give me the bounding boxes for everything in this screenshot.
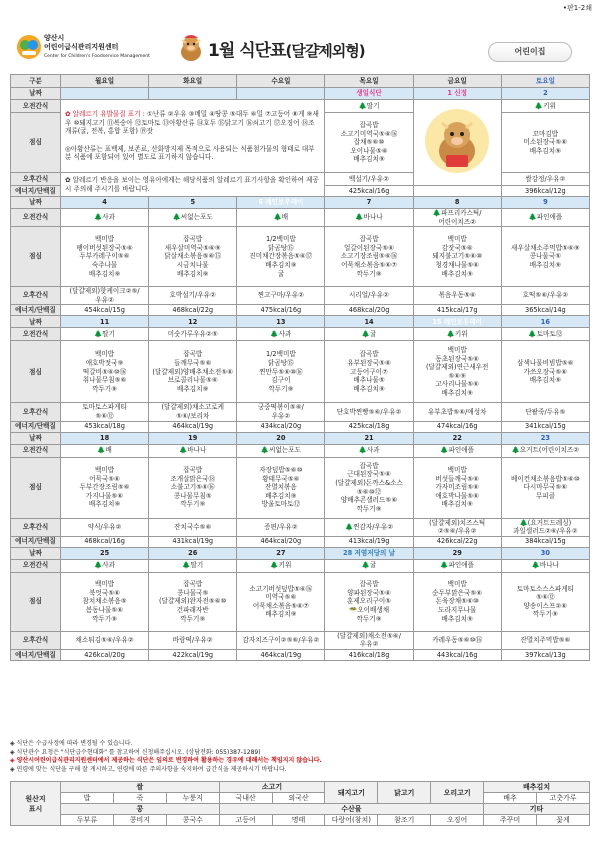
notes [10,740,590,774]
date-cell: 15 레인보우데이 [413,316,501,328]
menu-cell: 호박설기/우유② [149,287,237,305]
menu-cell: 토마토소스스파게티 ⑤⑥⑫ 양송이스프②⑥ 깍두기⑨ [501,572,589,631]
origin-r2: 콩국수 [166,815,219,826]
energy-cell: 384kcal/15g [501,536,589,547]
energy-cell: 422kcal/19g [149,649,237,660]
week5-pm-row [11,631,590,649]
am-label: 오전간식 [11,328,61,341]
origin-r2: 두부류 [61,815,114,826]
allergy-pm-note: ✿ 알레르기 반응을 보이는 영유아에게는 해당식품의 알레르기 표기사항을 확인하여 제공 시 주의해 주시기를 바랍니다. [61,173,325,197]
week1-pm-row [11,173,590,186]
day-tue: 화요일 [149,75,237,88]
menu-cell: 궁중떡볶이⑤⑥/ 우유② [237,403,325,421]
menu-cell: 토마토스파게티 ⑤⑥⑫ [61,403,149,421]
energy-label: 에너지/단백질 [11,649,61,660]
origin-etc: 기타 [484,804,590,815]
menu-cell: 찐고구마/우유② [237,287,325,305]
menu-cell: 단팥죽/두유⑤ [501,403,589,421]
energy-cell: 464kcal/20g [237,536,325,547]
date-label: 날짜 [11,316,61,328]
menu-cell: 🌲파인애플 [413,444,501,457]
week3-am-row [11,328,590,341]
origin-duck: 오리고기 [431,782,484,804]
menu-cell: 쌀강정/우유② [501,173,589,186]
audience-tag: 어린이집 [488,42,572,62]
date-cell: 2 [501,88,589,100]
energy-cell: 397kcal/13g [501,649,589,660]
menu-cell: 채소튀김⑤⑥/우유② [61,631,149,649]
energy-cell: 415kcal/17g [413,305,501,316]
new-year-image [413,100,501,186]
am-label: 오전간식 [11,559,61,572]
date-cell: 12 [149,316,237,328]
week4-date-row [11,432,590,444]
date-label: 날짜 [11,197,61,209]
note-item: ◈ 양산시어린이급식관리지원센터에서 제공하는 식단은 임의로 변경하여 활용하는 경우에 대해서는 책임지지 않습니다. [10,757,322,764]
menu-cell: 잡곡밥 콩나물국⑤ (달걀제외)완자전⑤⑥⑩ 건파래자반 깍두기⑨ [149,572,237,631]
pm-label: 오후간식 [11,403,61,421]
energy-cell: 464kcal/19g [237,649,325,660]
date-cell: 30 [501,547,589,559]
menu-cell: (달걀제외)채소고로케 ⑤⑥/보리차 [149,403,237,421]
menu-cell: 잡곡밥 소고기미역국⑤⑥⑯ 잡채⑤⑥⑩ 오이나물⑤⑥ 배추김치⑨ [325,113,413,173]
origin-rice: 쌀 [61,782,220,793]
org-line1: 양산시 [44,34,65,42]
menu-cell: 🌲사과 [61,209,149,227]
date-cell: 26 [149,547,237,559]
date-cell: 1 신정 [413,88,501,100]
menu-cell: 바람떡/우유② [149,631,237,649]
origin-r1: 밥 [61,793,114,804]
menu-cell: 🌲씨없는포도 [149,209,237,227]
origin-seafood: 수산물 [219,804,483,815]
menu-cell: 감자치즈구이②⑤⑥/우유② [237,631,325,649]
energy-cell: 365kcal/14g [501,305,589,316]
date-cell [61,88,149,100]
menu-cell: 잔멸치주먹밥⑤⑥ [501,631,589,649]
date-cell: 14 [325,316,413,328]
energy-cell: 341kcal/15g [501,421,589,432]
menu-cell: 🌲배 [61,444,149,457]
origin-chicken: 닭고기 [378,782,431,804]
title-sub: (달걀제외형) [285,42,365,60]
date-cell: 4 [61,197,149,209]
date-cell: 8 [413,197,501,209]
menu-cell: 🌲바나나 [325,209,413,227]
pm-label: 오후간식 [11,518,61,536]
menu-cell: 잡곡밥 얼갈이된장국⑤⑥ 소고기장조림⑤⑥⑯ 어묵채소볶음⑤⑥⑦ 깍두기⑨ [325,227,413,287]
date-cell: 18 [61,432,149,444]
origin-r2: 명태 [272,815,325,826]
menu-cell: (달걀제외)치즈스틱 ②⑤⑥/우유② [413,518,501,536]
energy-cell: 443kcal/16g [413,649,501,660]
menu-cell: 백미밥 북엇국⑤⑥ 참치채소볶음⑤ 봄동나물⑤⑥ 깍두기⑨ [61,572,149,631]
ox-mascot-icon [178,34,204,62]
allergy-note-text2: ◎아황산류는 표백제, 보존료, 산화방지제 목적으로 사용되는 식품첨가물의 형태로 대부분 식품에 포함되어 있어 별도로 표기하지 않습니다. [65,144,315,162]
org-line2: 어린이급식관리지원센터 [44,43,119,51]
menu-cell: 백미밥 어묵국⑤⑥ 두부간장조림⑤⑥ 가지나물⑤⑥ 배추김치⑨ [61,457,149,518]
date-cell: 11 [61,316,149,328]
menu-cell: 🌲키위 [413,328,501,341]
allergy-note [61,100,325,173]
energy-cell: 425kcal/16g [325,186,413,197]
menu-cell: 잡곡밥 양파된장국⑤⑥ 훈제오리구이⑤ 🥗오이배생채 깍두기⑨ [325,572,413,631]
menu-cell: 🌲사과 [61,559,149,572]
week1-date-row [11,88,590,100]
date-cell [149,88,237,100]
menu-cell: 증편/우유② [237,518,325,536]
title-month: 1월 [208,41,235,61]
lunch-label: 점심 [11,341,61,403]
lunch-label: 점심 [11,457,61,518]
date-cell: 9 [501,197,589,209]
week4-energy-row [11,536,590,547]
energy-label: 에너지/단백질 [11,421,61,432]
origin-r2: 참조기 [378,815,431,826]
energy-cell: 413kcal/19g [325,536,413,547]
week3-lunch-row [11,341,590,403]
menu-cell: 🌲귤 [325,328,413,341]
menu-cell: 🌲찐감자/우유② [325,518,413,536]
menu-cell: 🌲사과 [237,328,325,341]
week4-pm-row [11,518,590,536]
allergy-note-text: ①난류 ②우유 ③메밀 ④땅콩 ⑤대두 ⑥밀 ⑦고등어 ⑧게 ⑨새우 ⑩돼지고기 ⑪복숭아 ⑫토마토 ⑬아황산류 ⑭호두 ⑮닭고기 ⑯쇠고기 ⑰오징어 ⑱조개류(굴, 전복, 홍합 포함) ⑲잣 [65,110,319,136]
date-label: 날짜 [11,432,61,444]
date-cell: 28 저염저당의 날 [325,547,413,559]
week5-lunch-row [11,572,590,631]
origin-r1: 배추 [484,793,537,804]
pm-label: 오후간식 [11,287,61,305]
day-sat: 토요일 [501,75,589,88]
menu-cell: 1/2백미밥 닭곰탕⑮ 찐만두⑤⑥⑩⑯ 김구이 깍두기⑨ [237,341,325,403]
new-year-ox-icon [422,105,492,177]
origin-bean: 콩 [61,804,220,815]
week3-energy-row [11,421,590,432]
menu-cell: 🌲토마토⑫ [501,328,589,341]
menu-table [10,74,590,661]
energy-cell: 426kcal/22g [413,536,501,547]
day-thu: 목요일 [325,75,413,88]
menu-cell: 🌲바나나 [501,559,589,572]
week1-am-row [11,100,590,113]
origin-r1: 누룽지 [166,793,219,804]
week2-date-row [11,197,590,209]
date-cell [237,88,325,100]
menu-cell: 잡곡밥 근대된장국⑤⑥ (달걀제외)돈까스&소스 ⑤⑥⑩⑫ 양배추콘샐러드⑤⑥ 깍두기⑨ [325,457,413,518]
org-english: Center for Children's Foodservice Management [44,54,150,59]
menu-cell: 🌲키위 [237,559,325,572]
menu-cell: 🌲파프리카스틱/ 어린이치즈② [413,209,501,227]
am-label: 오전간식 [11,100,61,113]
energy-cell: 468kcal/20g [325,305,413,316]
menu-cell: 잡곡밥 새우살미역국⑤⑥⑨ 닭살채소볶음⑤⑥⑮ 시금치나물 배추김치⑨ [149,227,237,287]
menu-cell: 잔치국수⑤⑥ [149,518,237,536]
pm-label: 오후간식 [11,631,61,649]
energy-cell: 453kcal/18g [61,421,149,432]
menu-cell: 삼색나물비빔밥⑤⑥ 가쓰오장국⑤⑥ 배추김치⑨ [501,341,589,403]
week3-date-row [11,316,590,328]
menu-cell: 백미밥 감잣국⑤⑥ 돼지불고기⑤⑥⑩ 청경채나물⑤⑥ 배추김치⑨ [413,227,501,287]
day-mon: 월요일 [61,75,149,88]
menu-cell: 🌲파인애플 [413,559,501,572]
energy-cell: 396kcal/12g [501,186,589,197]
origin-r2: 주꾸미 [484,815,537,826]
week5-date-row [11,547,590,559]
menu-cell: 시리얼/우유② [325,287,413,305]
date-cell: 6 레인보우데이 [237,197,325,209]
menu-cell: 유부초밥⑤⑥/애성차 [413,403,501,421]
menu-cell: 🌲(요거트드레싱) 과일샐러드②⑥/우유② [501,518,589,536]
page-title [208,36,365,61]
date-cell: 19 [149,432,237,444]
am-label: 오전간식 [11,444,61,457]
menu-cell: 🌲딸기 [61,328,149,341]
energy-cell: 431kcal/19g [149,536,237,547]
page-number: •판1-2쇄 [562,4,592,12]
menu-cell: 🌲사과 [325,444,413,457]
week2-lunch-row [11,227,590,287]
week2-am-row [11,209,590,227]
date-cell: 27 [237,547,325,559]
week4-lunch-row [11,457,590,518]
menu-cell: 약식/우유② [61,518,149,536]
menu-cell: 🌲딸기 [325,100,413,113]
center-logo-icon [16,34,42,60]
date-cell: 13 [237,316,325,328]
header [10,30,590,70]
origin-pork: 돼지고기 [325,782,378,804]
menu-cell: 백미밥 순두부맑은국⑤⑥ 돈육장채⑤⑥⑩ 도라지무나물 배추김치⑨ [413,572,501,631]
menu-cell: 🌲딸기 [149,559,237,572]
menu-cell: 호떡⑤⑥/우유② [501,287,589,305]
menu-cell: 🌲바나나 [149,444,237,457]
pm-label: 오후간식 [11,173,61,186]
energy-cell: 464kcal/19g [149,421,237,432]
menu-cell: 베이컨채소볶음밥⑤⑥⑩ 다시마무국⑤⑥ 무피클 [501,457,589,518]
date-cell: 23 [501,432,589,444]
energy-label: 에너지/단백질 [11,305,61,316]
energy-cell: 468kcal/16g [61,536,149,547]
energy-cell: 454kcal/15g [61,305,149,316]
origin-r2: 다랑어(참치) [325,815,378,826]
week5-am-row [11,559,590,572]
energy-cell: 434kcal/20g [237,421,325,432]
origin-r1: 죽 [113,793,166,804]
menu-cell: 카레우동⑤⑥⑩⑯ [413,631,501,649]
week2-pm-row [11,287,590,305]
day-wed: 수요일 [237,75,325,88]
date-cell: 생일식단 [325,88,413,100]
menu-cell: 백미밥 버섯들깨국⑤⑥ 가자미조림⑤⑥ 애호박나물⑤⑥ 배추김치⑨ [413,457,501,518]
menu-cell: 볶음우동⑤⑥ [413,287,501,305]
day-fri: 금요일 [413,75,501,88]
week2-energy-row [11,305,590,316]
days-row [11,75,590,88]
energy-cell: 475kcal/16g [237,305,325,316]
origin-label: 원산지 표시 [11,782,61,826]
date-cell: 20 [237,432,325,444]
title-main: 식단표 [239,41,286,61]
note-item: ◈ 연령에 맞는 식단을 구해 잘 게시하고, 연령에 따른 주의사항을 숙지하여 급간식을 제공하시기 바랍니다. [10,765,287,773]
date-cell: 29 [413,547,501,559]
origin-beef: 소고기 [219,782,325,793]
lunch-label: 점심 [11,572,61,631]
date-label: 날짜 [11,547,61,559]
menu-cell: 🌲귤 [325,559,413,572]
origin-r1: 국내산 [219,793,272,804]
menu-cell: 백미밥 팽이버섯된장국⑤⑥ 두부카레구이⑤⑥ 숙주나물 배추김치⑨ [61,227,149,287]
am-label: 오전간식 [11,209,61,227]
menu-cell: 1/2백미밥 닭곰탕⑮ 진미채간장볶음⑤⑥⑰ 배추김치⑨ 귤 [237,227,325,287]
menu-cell: (달걀제외)핫케이크②⑤/ 우유② [61,287,149,305]
date-cell: 21 [325,432,413,444]
menu-cell: 미숫가루우유②⑤ [149,328,237,341]
origin-r1: 고춧가루 [537,793,590,804]
energy-cell: 416kcal/18g [325,649,413,660]
origin-r1: 외국산 [272,793,325,804]
note-item: ◈ 식단관수 요청은 "식단급수현대화" 를 참고하여 신청해주십시오. (상담전화: 055)387-1289) [10,748,261,756]
origin-kimchi: 배추김치 [484,782,590,793]
energy-cell: 474kcal/16g [413,421,501,432]
menu-cell: 잡곡밥 조개살맑은국⑱ 소불고기⑤⑥⑯ 콩나물무침⑤ 깍두기⑨ [149,457,237,518]
menu-cell: 소고기버섯덮밥⑤⑥⑯ 미역국⑤⑥ 어묵채소볶음⑤⑥⑦ 배추김치⑨ [237,572,325,631]
energy-label: 에너지/단백질 [11,186,61,197]
col-label: 구분 [11,75,61,88]
date-cell: 25 [61,547,149,559]
origin-r2: 고등어 [219,815,272,826]
menu-cell: 백설기/우유② [325,173,413,186]
week5-energy-row [11,649,590,660]
organization-name [44,34,150,61]
origin-r2: 콩비지 [113,815,166,826]
menu-cell: 백미밥 애호박젓국⑨ 떡갈비⑤⑥⑩⑯ 취나물무침⑤⑥ 깍두기⑨ [61,341,149,403]
menu-cell: 🌲배 [237,209,325,227]
menu-cell: 꼬마김밥 미소된장국⑤⑥ 배추김치⑨ [501,113,589,173]
menu-cell: 잡곡밥 들깨무국⑤⑥ (달걀제외)양배추채소전⑤⑥ 브로콜리나물⑤⑥ 배추김치⑨ [149,341,237,403]
week4-am-row [11,444,590,457]
menu-cell: 🌲요거트(어린이치즈② [501,444,589,457]
menu-cell: 자장덮밥⑤⑥⑩ 황태무국⑤⑥ 잔멸치볶음 배추김치⑨ 방울토마토⑫ [237,457,325,518]
date-cell: 7 [325,197,413,209]
menu-cell: (달걀제외)채소전⑤⑥/ 우유② [325,631,413,649]
note-item: ◈ 식단은 수급사정에 따라 변경될 수 있습니다. [10,740,133,747]
origin-table [10,781,590,826]
lunch-label: 점심 [11,227,61,287]
lunch-label: 점심 [11,113,61,173]
menu-cell: 새우살채소주먹밥⑤⑥⑨ 콩나물국⑤ 배추김치⑨ [501,227,589,287]
energy-label: 에너지/단백질 [11,536,61,547]
menu-cell: 단호박찐빵⑤⑥/우유② [325,403,413,421]
allergy-note-title: ✿ 알레르기 유발물질 표기 : [65,110,145,119]
menu-cell: 🌲씨없는포도 [237,444,325,457]
menu-cell: 백미밥 동초된장국⑤⑥ (달걀제외)연근새우전 ⑤⑥⑨ 고사리나물⑤⑥ 배추김치⑨ [413,341,501,403]
date-label: 날짜 [11,88,61,100]
menu-cell: 🌲파인애플 [501,209,589,227]
energy-cell [413,186,501,197]
origin-r2: 오징어 [431,815,484,826]
date-cell: 5 [149,197,237,209]
date-cell: 16 [501,316,589,328]
energy-cell: 425kcal/18g [325,421,413,432]
week3-pm-row [11,403,590,421]
menu-cell: 🌲키위 [501,100,589,113]
energy-cell: 468kcal/22g [149,305,237,316]
menu-cell: 잡곡밥 유부된장국⑤⑥ 고등어구이⑦ 배추나물⑤ 배추김치⑨ [325,341,413,403]
origin-r2: 꽃게 [537,815,590,826]
date-cell: 22 [413,432,501,444]
energy-cell: 426kcal/20g [61,649,149,660]
